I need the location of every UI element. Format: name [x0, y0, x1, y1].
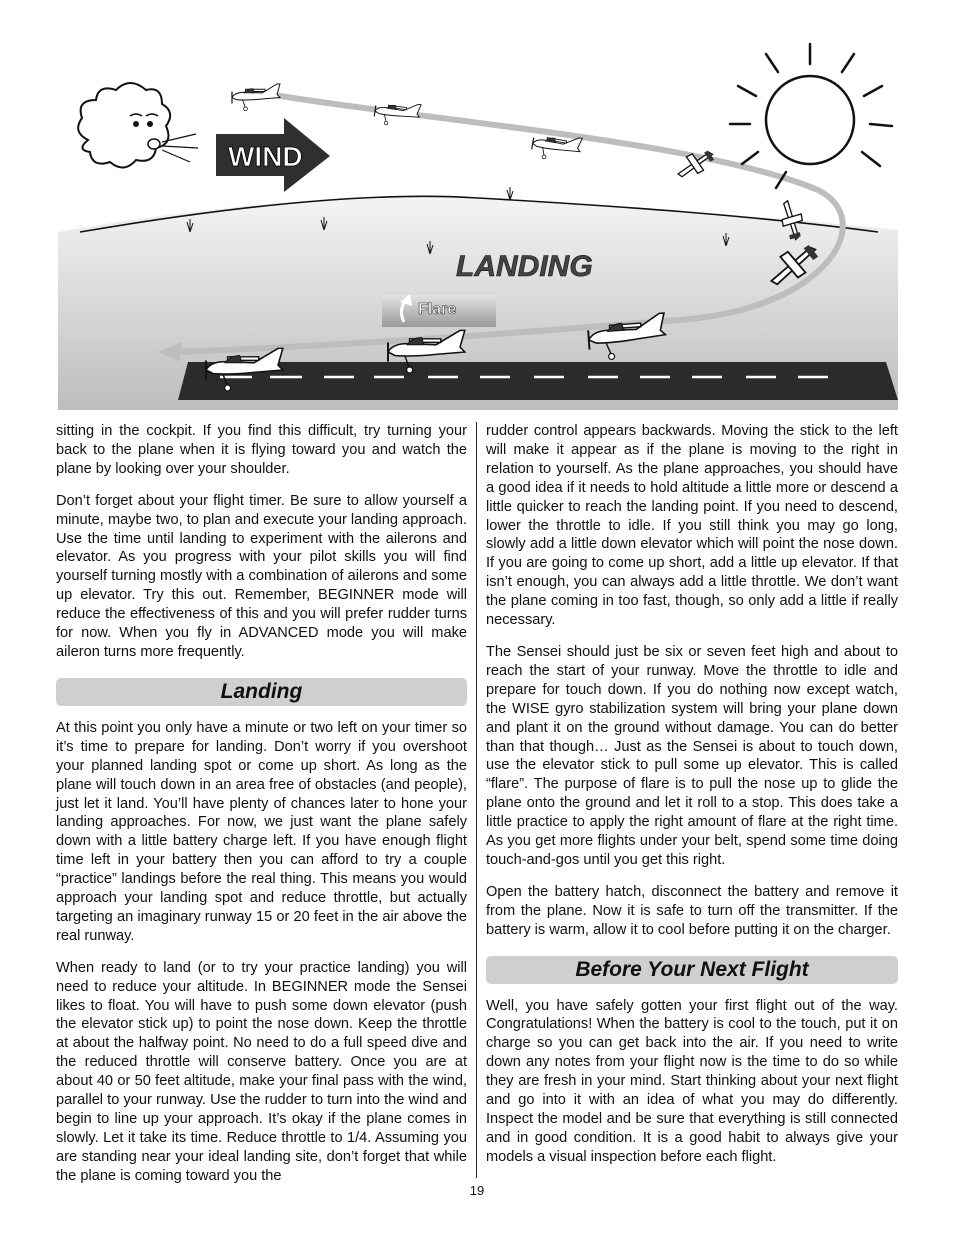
next-flight-heading: Before Your Next Flight: [486, 956, 898, 984]
column-divider: [476, 422, 477, 1178]
paragraph: Well, you have safely gotten your first flight out of the way. Congratulations! When the battery is cool to the touch, put it on charge so you can get back into the air. If you need to write down any notes from your flight now is the time to do so while they are fresh in your mind. Start thinking about your next flight and go into it with an idea of what you may do differently. Inspect the model and be sure that everything is still connected and in good condition. It is a good habit to always give your models a visual inspection before each flight.: [486, 997, 898, 1165]
landing-illustration: [58, 40, 898, 410]
flare-callout: [382, 294, 496, 327]
svg-text:Flare: Flare: [418, 301, 457, 318]
landing-heading: Landing: [56, 678, 467, 706]
wind-arrow: [216, 118, 330, 192]
right-column: [486, 422, 898, 1180]
page-number: 19: [469, 1183, 485, 1198]
wind-cloud-icon: [78, 83, 198, 168]
landing-title: LANDING: [456, 250, 593, 283]
paragraph: When ready to land (or to try your practice landing) you will need to reduce your altitude. In BEGINNER mode the Sensei likes to float. You will have to push some down elevator (push the elevator stick up) to point the nose down. Keep the throttle at about the halfway point. No need to do a full speed dive and the reduced throttle will conserve battery. Once you are at about 40 or 50 feet altitude, make your final pass with the wind, parallel to your runway. Use the rudder to turn into the wind and begin to line up your approach. It’s okay if the plane comes in slowly. Let it take its time. Reduce throttle to 1/4. Assuming you are standing near your ideal landing site, don’t forget that while the plane is coming toward you the: [56, 959, 467, 1184]
paragraph: At this point you only have a minute or two left on your timer so it’s time to prepare for landing. Don’t worry if you overshoot your planned landing spot or come up short. As long as the plane will touch down in an area free of obstacles (and people), just let it land. You’ll have plenty of chances later to hone your landing approaches. For now, we just want the plane safely down with a little battery charge left. If you have enough flight time left in your battery then you can afford to try a couple “practice” landings before the real thing. This means you would approach your landing spot and reduce throttle, but actually targeting an imaginary runway 15 or 20 feet in the air above the real runway.: [56, 719, 467, 944]
paragraph: The Sensei should just be six or seven feet high and about to reach the start of your runway. Move the throttle to idle and prepare for touch down. If you do nothing now except watch, the WISE gyro stabilization system will bring your plane down and plant it on the ground without damage. You can do better than that though… Just as the Sensei is about to touch down, use the elevator stick to pull some up elevator. This is called “flare”. The purpose of flare is to pull the nose up to glide the plane onto the ground and let it roll to a stop. This does take a little practice to apply the right amount of flare at the right time. As you get more flights under your belt, spend some time doing touch-and-gos until you get this right.: [486, 643, 898, 868]
paragraph: sitting in the cockpit. If you find this difficult, try turning your back to the plane when it is flying toward you and watch the plane by looking over your shoulder.: [56, 423, 467, 477]
paragraph: Don’t forget about your flight timer. Be sure to allow yourself a minute, maybe two, to plan and execute your landing approach. Use the time until landing to experiment with the ailerons and elevator. As you progress with your pilot skills you will find yourself turning mostly with a combination of ailerons and some up elevator. Try this out. Remember, BEGINNER mode will reduce the effectiveness of this and you will prefer rudder turns for now. When you fly in ADVANCED mode you will make aileron turns more frequently.: [56, 492, 467, 660]
paragraph: rudder control appears backwards. Moving the stick to the left will make it appear as if the plane is moving to the right in relation to yourself. As the plane approaches, you should have a good idea if it needs to hold altitude a little more or descend a little quicker to reach the landing point. If you need to descend, lower the throttle to idle. If you still think you may go long, slowly add a little down elevator which will point the nose down. If you are going to come up short, add a little up elevator. If that isn’t enough, you can always add a little throttle. We don’t want the plane coming in too fast, though, so only add a little if really necessary.: [486, 423, 898, 629]
left-column: [56, 422, 467, 1199]
runway: [178, 362, 898, 400]
paragraph: Open the battery hatch, disconnect the battery and remove it from the plane. Now it is safe to turn off the transmitter. If the battery is warm, allow it to cool before putting it on the charger.: [486, 883, 898, 938]
svg-text:WIND: WIND: [228, 141, 303, 172]
